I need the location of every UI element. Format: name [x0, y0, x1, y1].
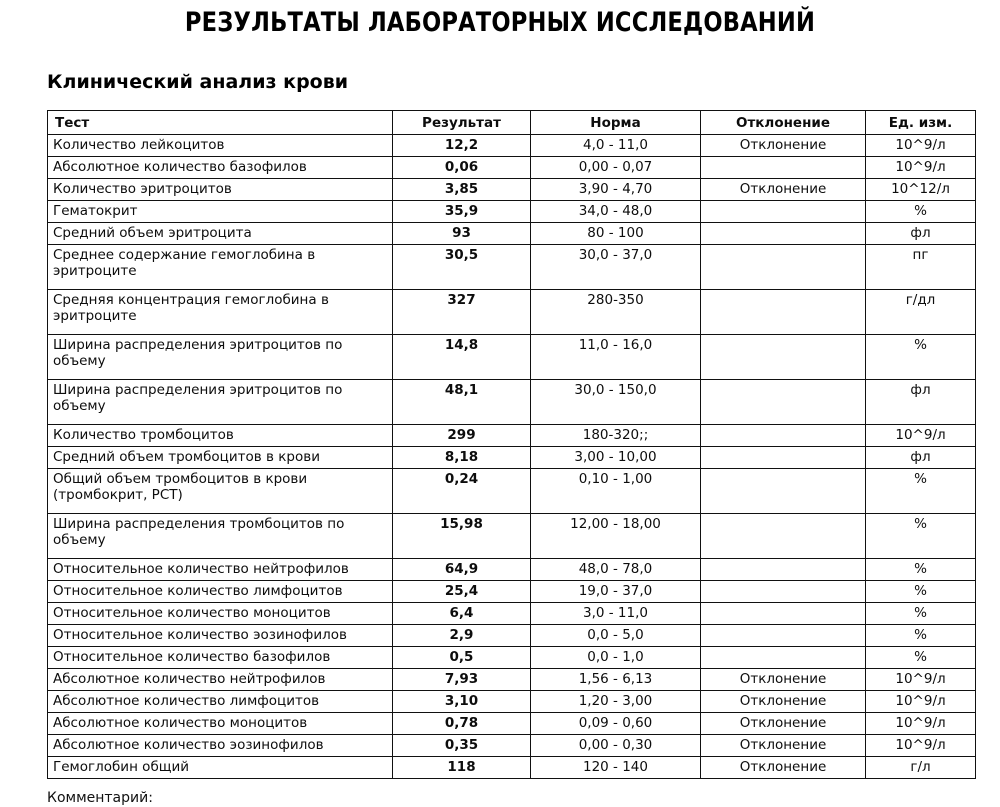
cell-result: 299 [393, 425, 531, 447]
comment-label: Комментарий: [47, 790, 153, 806]
cell-unit: % [866, 335, 976, 380]
cell-deviation [701, 290, 866, 335]
cell-unit: 10^9/л [866, 713, 976, 735]
cell-test: Относительное количество эозинофилов [48, 625, 393, 647]
cell-deviation: Отклонение [701, 179, 866, 201]
table-row [48, 603, 976, 625]
cell-norm: 4,0 - 11,0 [531, 135, 701, 157]
cell-norm: 0,0 - 1,0 [531, 647, 701, 669]
cell-result: 25,4 [393, 581, 531, 603]
cell-norm: 3,90 - 4,70 [531, 179, 701, 201]
cell-test: Абсолютное количество базофилов [48, 157, 393, 179]
cell-result: 15,98 [393, 514, 531, 559]
cell-deviation [701, 603, 866, 625]
cell-unit: 10^12/л [866, 179, 976, 201]
cell-norm: 34,0 - 48,0 [531, 201, 701, 223]
cell-test: Абсолютное количество моноцитов [48, 713, 393, 735]
cell-deviation: Отклонение [701, 757, 866, 779]
cell-test: Относительное количество нейтрофилов [48, 559, 393, 581]
cell-unit: % [866, 559, 976, 581]
section-heading-blood-analysis: Клинический анализ крови [47, 71, 349, 93]
cell-test: Средний объем тромбоцитов в крови [48, 447, 393, 469]
cell-norm: 48,0 - 78,0 [531, 559, 701, 581]
cell-norm: 19,0 - 37,0 [531, 581, 701, 603]
cell-result: 7,93 [393, 669, 531, 691]
cell-result: 12,2 [393, 135, 531, 157]
cell-deviation [701, 469, 866, 514]
column-header-unit: Ед. изм. [866, 111, 976, 135]
cell-deviation: Отклонение [701, 669, 866, 691]
cell-unit: % [866, 581, 976, 603]
cell-result: 48,1 [393, 380, 531, 425]
cell-test: Ширина распределения тромбоцитов по объему [48, 514, 393, 559]
cell-norm: 0,00 - 0,07 [531, 157, 701, 179]
cell-norm: 80 - 100 [531, 223, 701, 245]
cell-deviation: Отклонение [701, 691, 866, 713]
cell-deviation [701, 157, 866, 179]
cell-deviation: Отклонение [701, 135, 866, 157]
cell-norm: 3,00 - 10,00 [531, 447, 701, 469]
cell-norm: 1,56 - 6,13 [531, 669, 701, 691]
cell-norm: 1,20 - 3,00 [531, 691, 701, 713]
cell-deviation [701, 425, 866, 447]
cell-deviation [701, 514, 866, 559]
cell-result: 2,9 [393, 625, 531, 647]
cell-norm: 0,10 - 1,00 [531, 469, 701, 514]
table-row [48, 625, 976, 647]
cell-norm: 280-350 [531, 290, 701, 335]
cell-norm: 180-320;; [531, 425, 701, 447]
table-row [48, 713, 976, 735]
table-row [48, 290, 976, 335]
column-header-test: Тест [48, 111, 393, 135]
cell-test: Общий объем тромбоцитов в крови (тромбокрит, PCT) [48, 469, 393, 514]
column-header-result: Результат [393, 111, 531, 135]
cell-deviation [701, 447, 866, 469]
cell-unit: % [866, 469, 976, 514]
cell-unit: % [866, 647, 976, 669]
cell-test: Абсолютное количество эозинофилов [48, 735, 393, 757]
cell-unit: % [866, 625, 976, 647]
table-row [48, 223, 976, 245]
cell-norm: 120 - 140 [531, 757, 701, 779]
cell-unit: фл [866, 447, 976, 469]
cell-test: Количество тромбоцитов [48, 425, 393, 447]
cell-test: Количество эритроцитов [48, 179, 393, 201]
cell-deviation [701, 380, 866, 425]
table-row [48, 201, 976, 223]
cell-unit: пг [866, 245, 976, 290]
cell-result: 30,5 [393, 245, 531, 290]
cell-unit: % [866, 514, 976, 559]
cell-unit: 10^9/л [866, 691, 976, 713]
table-row [48, 559, 976, 581]
cell-result: 6,4 [393, 603, 531, 625]
cell-result: 118 [393, 757, 531, 779]
cell-unit: 10^9/л [866, 425, 976, 447]
cell-norm: 12,00 - 18,00 [531, 514, 701, 559]
cell-result: 14,8 [393, 335, 531, 380]
table-row [48, 581, 976, 603]
table-row [48, 757, 976, 779]
cell-norm: 3,0 - 11,0 [531, 603, 701, 625]
cell-test: Относительное количество лимфоцитов [48, 581, 393, 603]
cell-deviation [701, 335, 866, 380]
cell-test: Ширина распределения эритроцитов по объему [48, 335, 393, 380]
cell-deviation [701, 625, 866, 647]
table-row [48, 179, 976, 201]
cell-norm: 30,0 - 150,0 [531, 380, 701, 425]
cell-unit: фл [866, 380, 976, 425]
table-row [48, 647, 976, 669]
table-header [48, 111, 976, 135]
cell-result: 3,10 [393, 691, 531, 713]
cell-deviation [701, 647, 866, 669]
cell-deviation: Отклонение [701, 713, 866, 735]
cell-deviation: Отклонение [701, 735, 866, 757]
cell-result: 0,35 [393, 735, 531, 757]
cell-result: 64,9 [393, 559, 531, 581]
table-row [48, 335, 976, 380]
cell-norm: 0,0 - 5,0 [531, 625, 701, 647]
table-row [48, 469, 976, 514]
cell-result: 93 [393, 223, 531, 245]
table-row [48, 135, 976, 157]
cell-test: Ширина распределения эритроцитов по объему [48, 380, 393, 425]
cell-test: Гемоглобин общий [48, 757, 393, 779]
page-title: РЕЗУЛЬТАТЫ ЛАБОРАТОРНЫХ ИССЛЕДОВАНИЙ [184, 7, 816, 38]
cell-unit: % [866, 603, 976, 625]
cell-unit: 10^9/л [866, 157, 976, 179]
cell-unit: % [866, 201, 976, 223]
table-row [48, 157, 976, 179]
cell-deviation [701, 559, 866, 581]
table-row [48, 447, 976, 469]
cell-test: Гематокрит [48, 201, 393, 223]
cell-test: Абсолютное количество лимфоцитов [48, 691, 393, 713]
cell-result: 0,5 [393, 647, 531, 669]
cell-test: Относительное количество моноцитов [48, 603, 393, 625]
cell-test: Количество лейкоцитов [48, 135, 393, 157]
column-header-deviation: Отклонение [701, 111, 866, 135]
cell-test: Средний объем эритроцита [48, 223, 393, 245]
cell-result: 0,06 [393, 157, 531, 179]
cell-result: 3,85 [393, 179, 531, 201]
table-row [48, 245, 976, 290]
cell-test: Среднее содержание гемоглобина в эритроците [48, 245, 393, 290]
table-row [48, 425, 976, 447]
cell-unit: г/дл [866, 290, 976, 335]
cell-test: Средняя концентрация гемоглобина в эритроците [48, 290, 393, 335]
lab-results-table [47, 110, 976, 779]
cell-deviation [701, 245, 866, 290]
cell-unit: г/л [866, 757, 976, 779]
cell-norm: 0,09 - 0,60 [531, 713, 701, 735]
cell-result: 35,9 [393, 201, 531, 223]
cell-deviation [701, 223, 866, 245]
table-row [48, 735, 976, 757]
cell-test: Абсолютное количество нейтрофилов [48, 669, 393, 691]
table-row [48, 691, 976, 713]
cell-norm: 0,00 - 0,30 [531, 735, 701, 757]
cell-unit: 10^9/л [866, 735, 976, 757]
cell-test: Относительное количество базофилов [48, 647, 393, 669]
table-row [48, 669, 976, 691]
cell-result: 8,18 [393, 447, 531, 469]
cell-deviation [701, 201, 866, 223]
cell-unit: 10^9/л [866, 669, 976, 691]
cell-deviation [701, 581, 866, 603]
table-body [48, 135, 976, 779]
cell-norm: 30,0 - 37,0 [531, 245, 701, 290]
table-row [48, 514, 976, 559]
cell-result: 327 [393, 290, 531, 335]
cell-unit: фл [866, 223, 976, 245]
cell-result: 0,24 [393, 469, 531, 514]
lab-table-container [0, 94, 1000, 779]
table-header-row [48, 111, 976, 135]
table-row [48, 380, 976, 425]
cell-result: 0,78 [393, 713, 531, 735]
cell-norm: 11,0 - 16,0 [531, 335, 701, 380]
column-header-norm: Норма [531, 111, 701, 135]
cell-unit: 10^9/л [866, 135, 976, 157]
